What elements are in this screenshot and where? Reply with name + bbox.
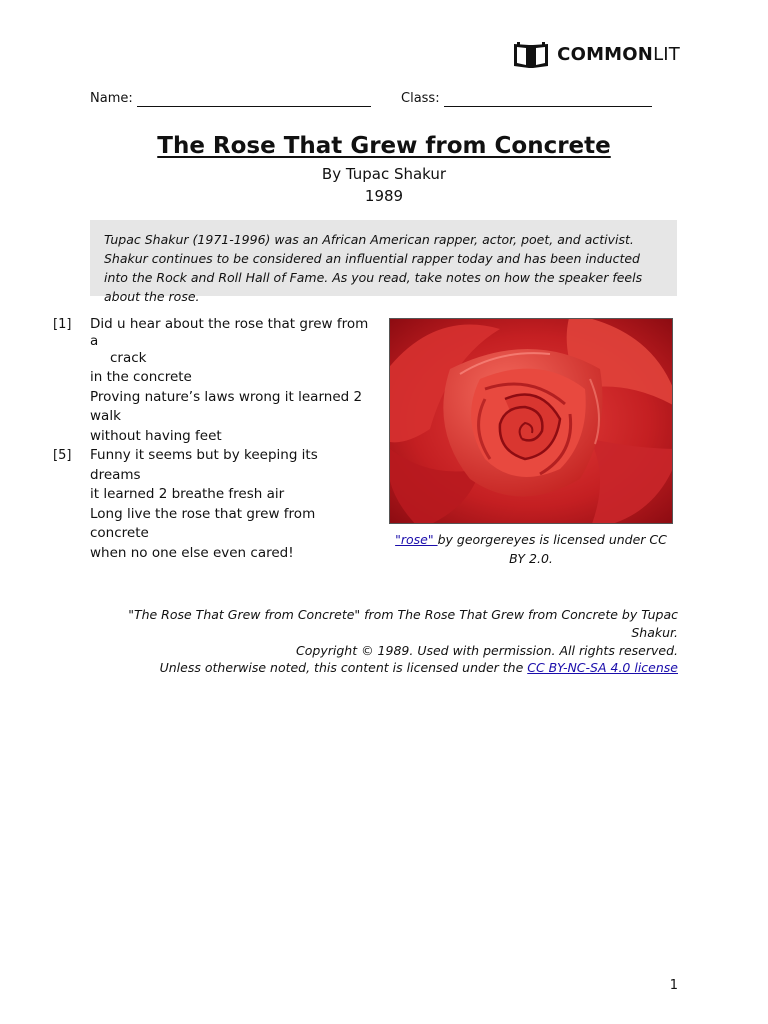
poem [0,315,380,563]
line-number: [1] [53,317,72,332]
poem-line-text: Did u hear about the rose that grew from a [90,316,369,349]
poem-line-text: Long live the rose that grew from concrete [90,505,316,541]
poem-line [0,446,370,485]
poem-line-text: when no one else even cared! [90,544,294,561]
document-title: The Rose That Grew from Concrete [157,133,611,159]
poem-line-text: it learned 2 breathe fresh air [90,486,285,502]
open-book-icon [513,41,549,69]
image-caption [389,530,673,568]
citation-line: "The Rose That Grew from Concrete" from The Rose That Grew from Concrete by Tupac Shakur. [128,607,678,640]
poem-line [0,485,370,505]
citation-line: Copyright © 1989. Used with permission. All rights reserved. [296,643,678,658]
name-label: Name: [90,91,133,106]
logo-wordmark: COMMONLIT [557,44,680,65]
poem-line-text: Funny it seems but by keeping its dreams [90,447,318,483]
poem-line [0,544,370,564]
caption-text: by georgereyes is licensed under CC BY 2.0. [437,532,667,566]
line-number: [5] [53,448,72,463]
poem-line [0,316,370,367]
name-underline[interactable] [137,94,371,107]
citation [78,606,678,660]
commonlit-logo [513,41,680,69]
poem-line-text: without having feet [90,427,222,444]
rose-link[interactable]: "rose" [395,532,438,547]
poem-line [0,368,370,388]
license-notice [78,659,678,677]
author-byline: By Tupac Shakur [321,165,447,183]
rose-image [389,318,673,524]
poem-line [0,505,370,544]
poem-line-continuation: crack [110,350,147,366]
publication-year: 1989 [364,187,404,205]
poem-line [0,388,370,427]
license-text: Unless otherwise noted, this content is licensed under the [159,660,528,675]
class-label: Class: [401,91,440,106]
poem-line-text: in the concrete [90,369,192,385]
class-field[interactable] [401,91,652,107]
name-field[interactable] [90,91,371,107]
page-number: 1 [669,978,678,993]
poem-line [0,427,370,447]
class-underline[interactable] [444,94,652,107]
license-link[interactable]: CC BY-NC-SA 4.0 license [527,660,678,675]
intro-box: Tupac Shakur (1971-1996) was an African American rapper, actor, poet, and activist. Shakur continues to be considered an influential rapper today and has been inducted into the Rock and Roll Hall of Fame. As you read, take notes on how the speaker feels about the rose. [90,220,677,296]
poem-line-text: Proving nature’s laws wrong it learned 2 walk [90,388,363,424]
